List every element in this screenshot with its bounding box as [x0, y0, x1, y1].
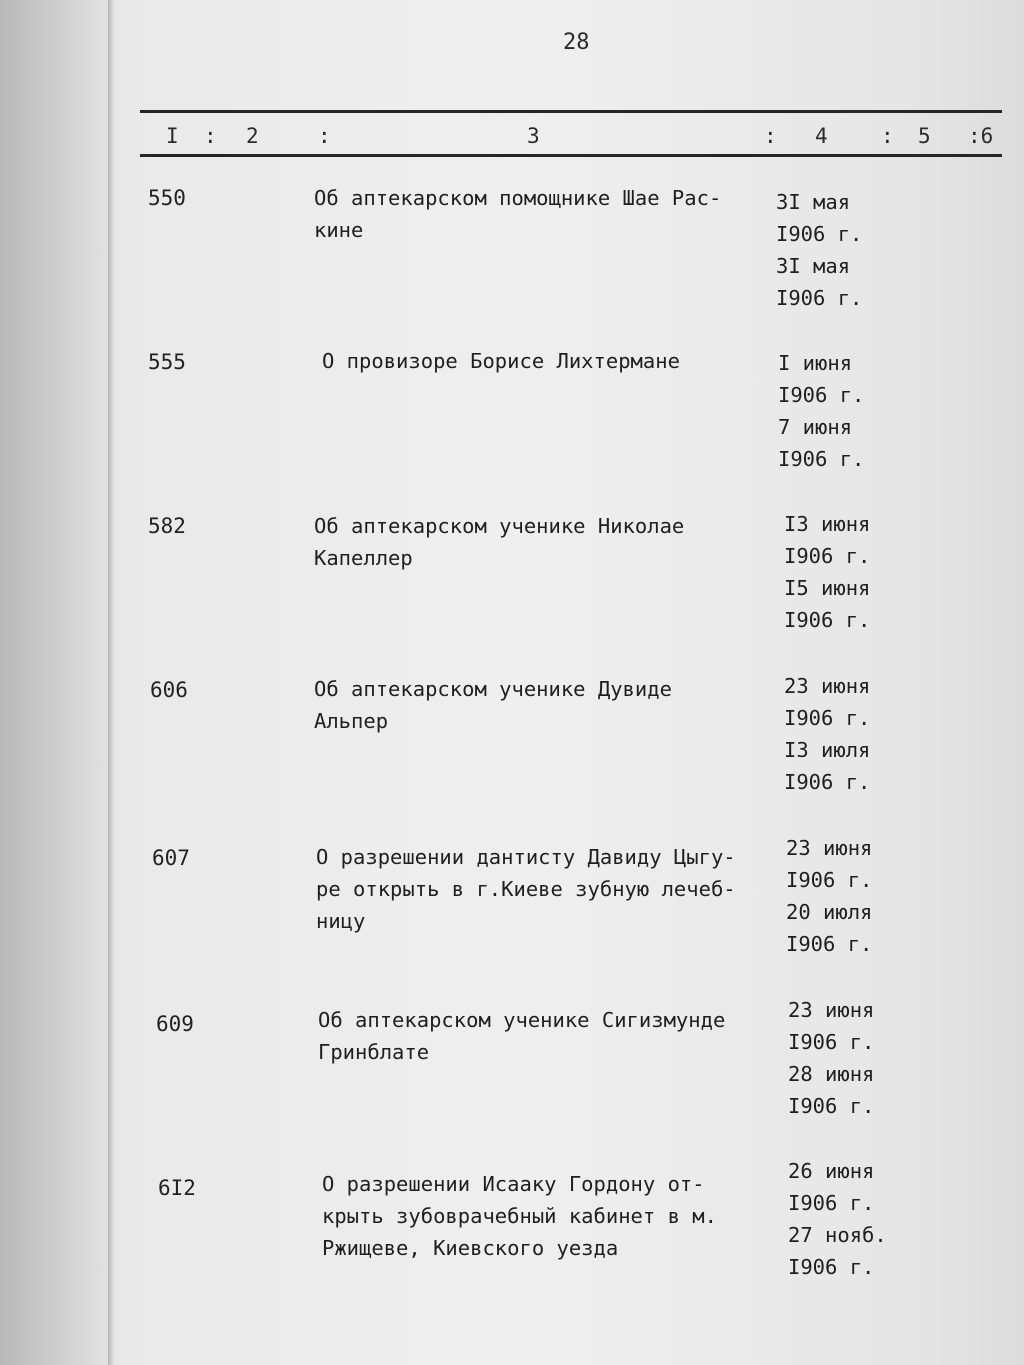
header-top-rule: [140, 110, 1002, 113]
entry-dates: I июня I906 г. 7 июня I906 г.: [778, 351, 865, 471]
col-header-6: :6: [968, 124, 994, 148]
entry-dates: I3 июня I906 г. I5 июня I906 г.: [784, 512, 871, 632]
col-header-sep: :: [881, 124, 894, 148]
entry-number: 609: [156, 1012, 194, 1036]
entry-number: 6I2: [158, 1176, 196, 1200]
col-header-sep: :: [764, 124, 777, 148]
entry-title: Об аптекарском ученике Николае Капеллер: [314, 514, 685, 570]
entry-number: 607: [152, 846, 190, 870]
entry-number: 606: [150, 678, 188, 702]
entry-number: 550: [148, 186, 186, 210]
entry-number: 582: [148, 514, 186, 538]
entry-dates: 23 июня I906 г. I3 июля I906 г.: [784, 674, 871, 794]
col-header-3: 3: [527, 124, 540, 148]
col-header-1: I: [166, 124, 179, 148]
entry-dates: 26 июня I906 г. 27 нояб. I906 г.: [788, 1159, 887, 1279]
entry-title: Об аптекарском ученике Сигизмунде Гринблате: [318, 1008, 726, 1064]
col-header-sep: :: [318, 124, 331, 148]
entry-title: О провизоре Борисе Лихтермане: [322, 349, 680, 373]
entry-title: О разрешении дантисту Давиду Цыгу- ре открыть в г.Киеве зубную лечеб- ницу: [316, 845, 736, 933]
entry-title: Об аптекарском ученике Дувиде Альпер: [314, 677, 672, 733]
col-header-2: 2: [246, 124, 259, 148]
entry-title: О разрешении Исааку Гордону от- крыть зубоврачебный кабинет в м. Ржищеве, Киевского уезда: [322, 1172, 717, 1260]
page-number: 28: [563, 30, 590, 55]
entry-dates: 23 июня I906 г. 28 июня I906 г.: [788, 998, 875, 1118]
header-bottom-rule: [140, 154, 1002, 157]
book-spine-shadow: [108, 0, 114, 1365]
col-header-sep: :: [204, 124, 217, 148]
entry-dates: 3I мая I906 г. 3I мая I906 г.: [776, 190, 863, 310]
col-header-5: 5: [918, 124, 931, 148]
entry-dates: 23 июня I906 г. 20 июля I906 г.: [786, 836, 873, 956]
entry-title: Об аптекарском помощнике Шае Рас- кине: [314, 186, 722, 242]
entry-number: 555: [148, 350, 186, 374]
col-header-4: 4: [815, 124, 828, 148]
